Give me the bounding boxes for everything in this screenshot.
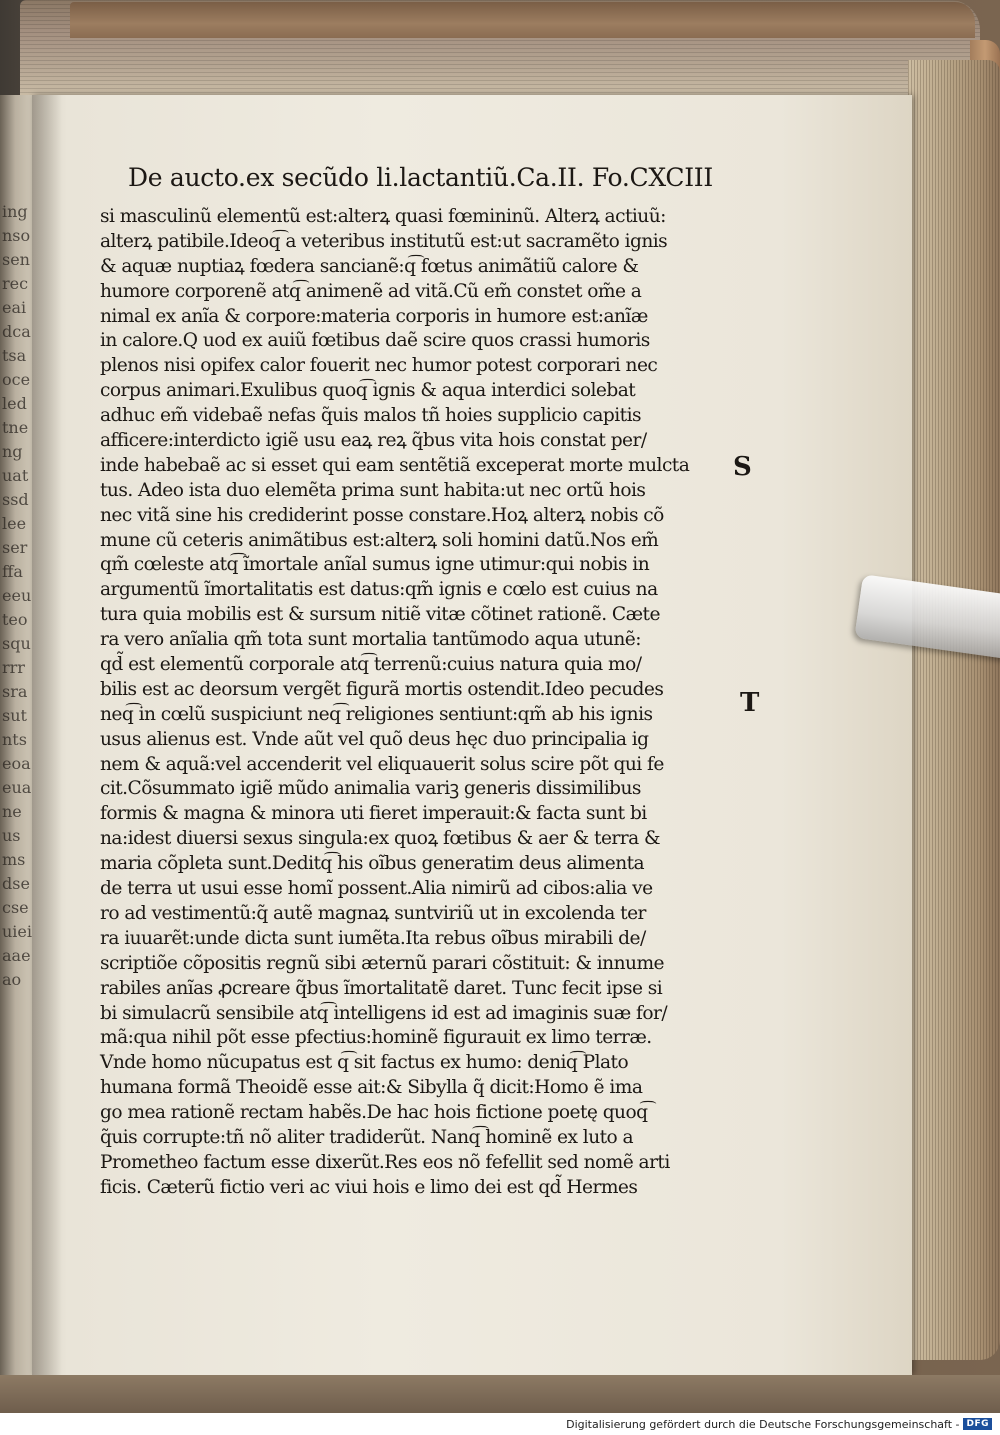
text-line: ficis. Cæterũ fictio veri ac viui hois e limo dei est qd̃ Hermes: [100, 1176, 638, 1198]
text-line: qd̃ est elementũ corporale atq͡ terrenũ:cuius natura quia mo/: [100, 654, 642, 676]
text-line: qm̃ cœleste atq͡ ĩmortale anĩal sumus igne utimur:qui nobis in: [100, 554, 650, 576]
left-page-text-fragment: ingnsosenreceaidcatsaoceledtnenguatssdleeserffaeeuteosqurrrsrasutntseoaeuaneusmsdsecseuieiaaeao: [2, 202, 32, 989]
text-line: go mea rationẽ rectam habẽs.De hac hois fictione poetę quoq͡: [100, 1102, 648, 1124]
book-fore-edge: [908, 60, 1000, 1360]
text-line: corpus animari.Exulibus quoq͡ ignis & aqua interdici solebat: [100, 380, 636, 402]
text-line: ro ad vestimentũ:q̃ autẽ magnaꝝ suntviriũ ut in excolenda ter: [100, 902, 646, 924]
text-line: na:idest diuersi sexus singula:ex quoꝝ fœtibus & aer & terra &: [100, 828, 660, 850]
signature-mark: S: [733, 452, 752, 482]
text-line: humore corporenẽ atq͡ animenẽ ad vitã.Cũ em̃ constet om̃e a: [100, 280, 642, 302]
text-line: bi simulacrũ sensibile atq͡ intelligens id est ad imaginis suæ for/: [100, 1002, 668, 1024]
footer-bar: [0, 1413, 1000, 1435]
text-line: q̃uis corrupte:tñ nõ aliter tradiderũt. Nanq͡ hominẽ ex luto a: [100, 1126, 634, 1148]
text-line: formis & magna & minora uti fieret imperauit:& facta sunt bi: [100, 803, 647, 825]
text-line: inde habebaẽ ac si esset qui eam sentẽtiã exceperat morte mulcta: [100, 454, 690, 476]
text-line: bilis est ac deorsum vergẽt figurã mortis ostendit.Ideo pecudes: [100, 678, 664, 700]
text-line: mune cũ ceteris animãtibus est:alterꝝ soli homini datũ.Nos em̃: [100, 529, 659, 551]
text-line: rabiles anĩas ꝓcreare q̃bus ĩmortalitatẽ daret. Tunc fecit ipse si: [100, 977, 663, 999]
text-line: neq͡ in cœlũ suspiciunt neq͡ religiones sentiunt:qm̃ ab his ignis: [100, 703, 653, 725]
text-line: de terra ut usui esse homĩ possent.Alia nimirũ ad cibos:alia ve: [100, 878, 653, 900]
running-head: De aucto.ex secũdo li.lactantiũ.Ca.II. Fo.CXCIII: [128, 163, 713, 192]
text-line: cit.Cõsummato igiẽ mũdo animalia variꝫ generis dissimilibus: [100, 778, 641, 800]
text-line: scriptiõe cõpositis regnũ sibi æternũ parari cõstituit: & innume: [100, 952, 664, 974]
text-line: nem & aquã:vel accenderit vel eliquauerit solus scire põt qui fe: [100, 753, 664, 775]
text-line: nimal ex anĩa & corpore:materia corporis in humore est:anĩæ: [100, 305, 648, 327]
text-line: ra vero anĩalia qm̃ tota sunt mortalia tantũmodo aqua utunẽ:: [100, 629, 641, 651]
text-line: maria cõpleta sunt.Deditq͡ his oĩbus generatim deus alimenta: [100, 853, 645, 875]
text-line: ra iuuarẽt:unde dicta sunt iumẽta.Ita rebus oĩbus mirabili de/: [100, 927, 646, 949]
text-line: Vnde homo nũcupatus est q͡ sit factus ex humo: deniq͡ Plato: [100, 1052, 629, 1074]
text-line: & aquæ nuptiaꝝ fœdera sancianẽ:q͡ fœtus animãtiũ calore &: [100, 255, 639, 277]
text-line: plenos nisi opifex calor fouerit nec humor potest corporari nec: [100, 355, 658, 377]
dfg-logo: DFG: [963, 1418, 992, 1430]
text-line: afficere:interdicto igiẽ usu eaꝝ reꝝ q̃bus vita hois constat per/: [100, 430, 647, 452]
text-line: humana formã Theoidẽ esse ait:& Sibylla q̃ dicit:Homo ẽ ima: [100, 1077, 643, 1099]
footer-credit: Digitalisierung gefördert durch die Deutsche Forschungsgemeinschaft -: [566, 1417, 960, 1431]
text-line: alterꝝ patibile.Ideoq͡ a veteribus institutũ est:ut sacramẽto ignis: [100, 230, 668, 252]
text-line: tura quia mobilis est & sursum nitiẽ vitæ cõtinet rationẽ. Cæte: [100, 604, 660, 626]
text-line: in calore.Q uod ex auiũ fœtibus daẽ scire quos crassi humoris: [100, 330, 650, 352]
text-line: usus alienus est. Vnde aũt vel quõ deus hęc duo principalia ig: [100, 728, 649, 750]
book-cover-top: [70, 2, 975, 38]
book-bottom-edge: [0, 1375, 1000, 1415]
text-line: Prometheo factum esse dixerũt.Res eos nõ fefellit sed nomẽ arti: [100, 1151, 670, 1173]
signature-mark: T: [740, 688, 760, 718]
text-block: [100, 205, 700, 1201]
text-line: mã:qua nihil põt esse pfectius:hominẽ figurauit ex limo terræ.: [100, 1027, 652, 1049]
text-line: tus. Adeo ista duo elemẽta prima sunt habita:ut nec ortũ hois: [100, 479, 646, 501]
text-line: si masculinũ elementũ est:alterꝝ quasi fœmininũ. Alterꝝ actiuũ:: [100, 206, 666, 227]
text-line: adhuc em̃ videbaẽ nefas q̃uis malos tñ hoies supplicio capitis: [100, 405, 641, 427]
text-line: argumentũ ĩmortalitatis est datus:qm̃ ignis e cœlo est cuius na: [100, 579, 658, 601]
page-gutter-shadow: [32, 95, 62, 1375]
text-line: nec vitã sine his crediderint posse constare.Hoꝝ alterꝝ nobis cõ: [100, 504, 664, 526]
